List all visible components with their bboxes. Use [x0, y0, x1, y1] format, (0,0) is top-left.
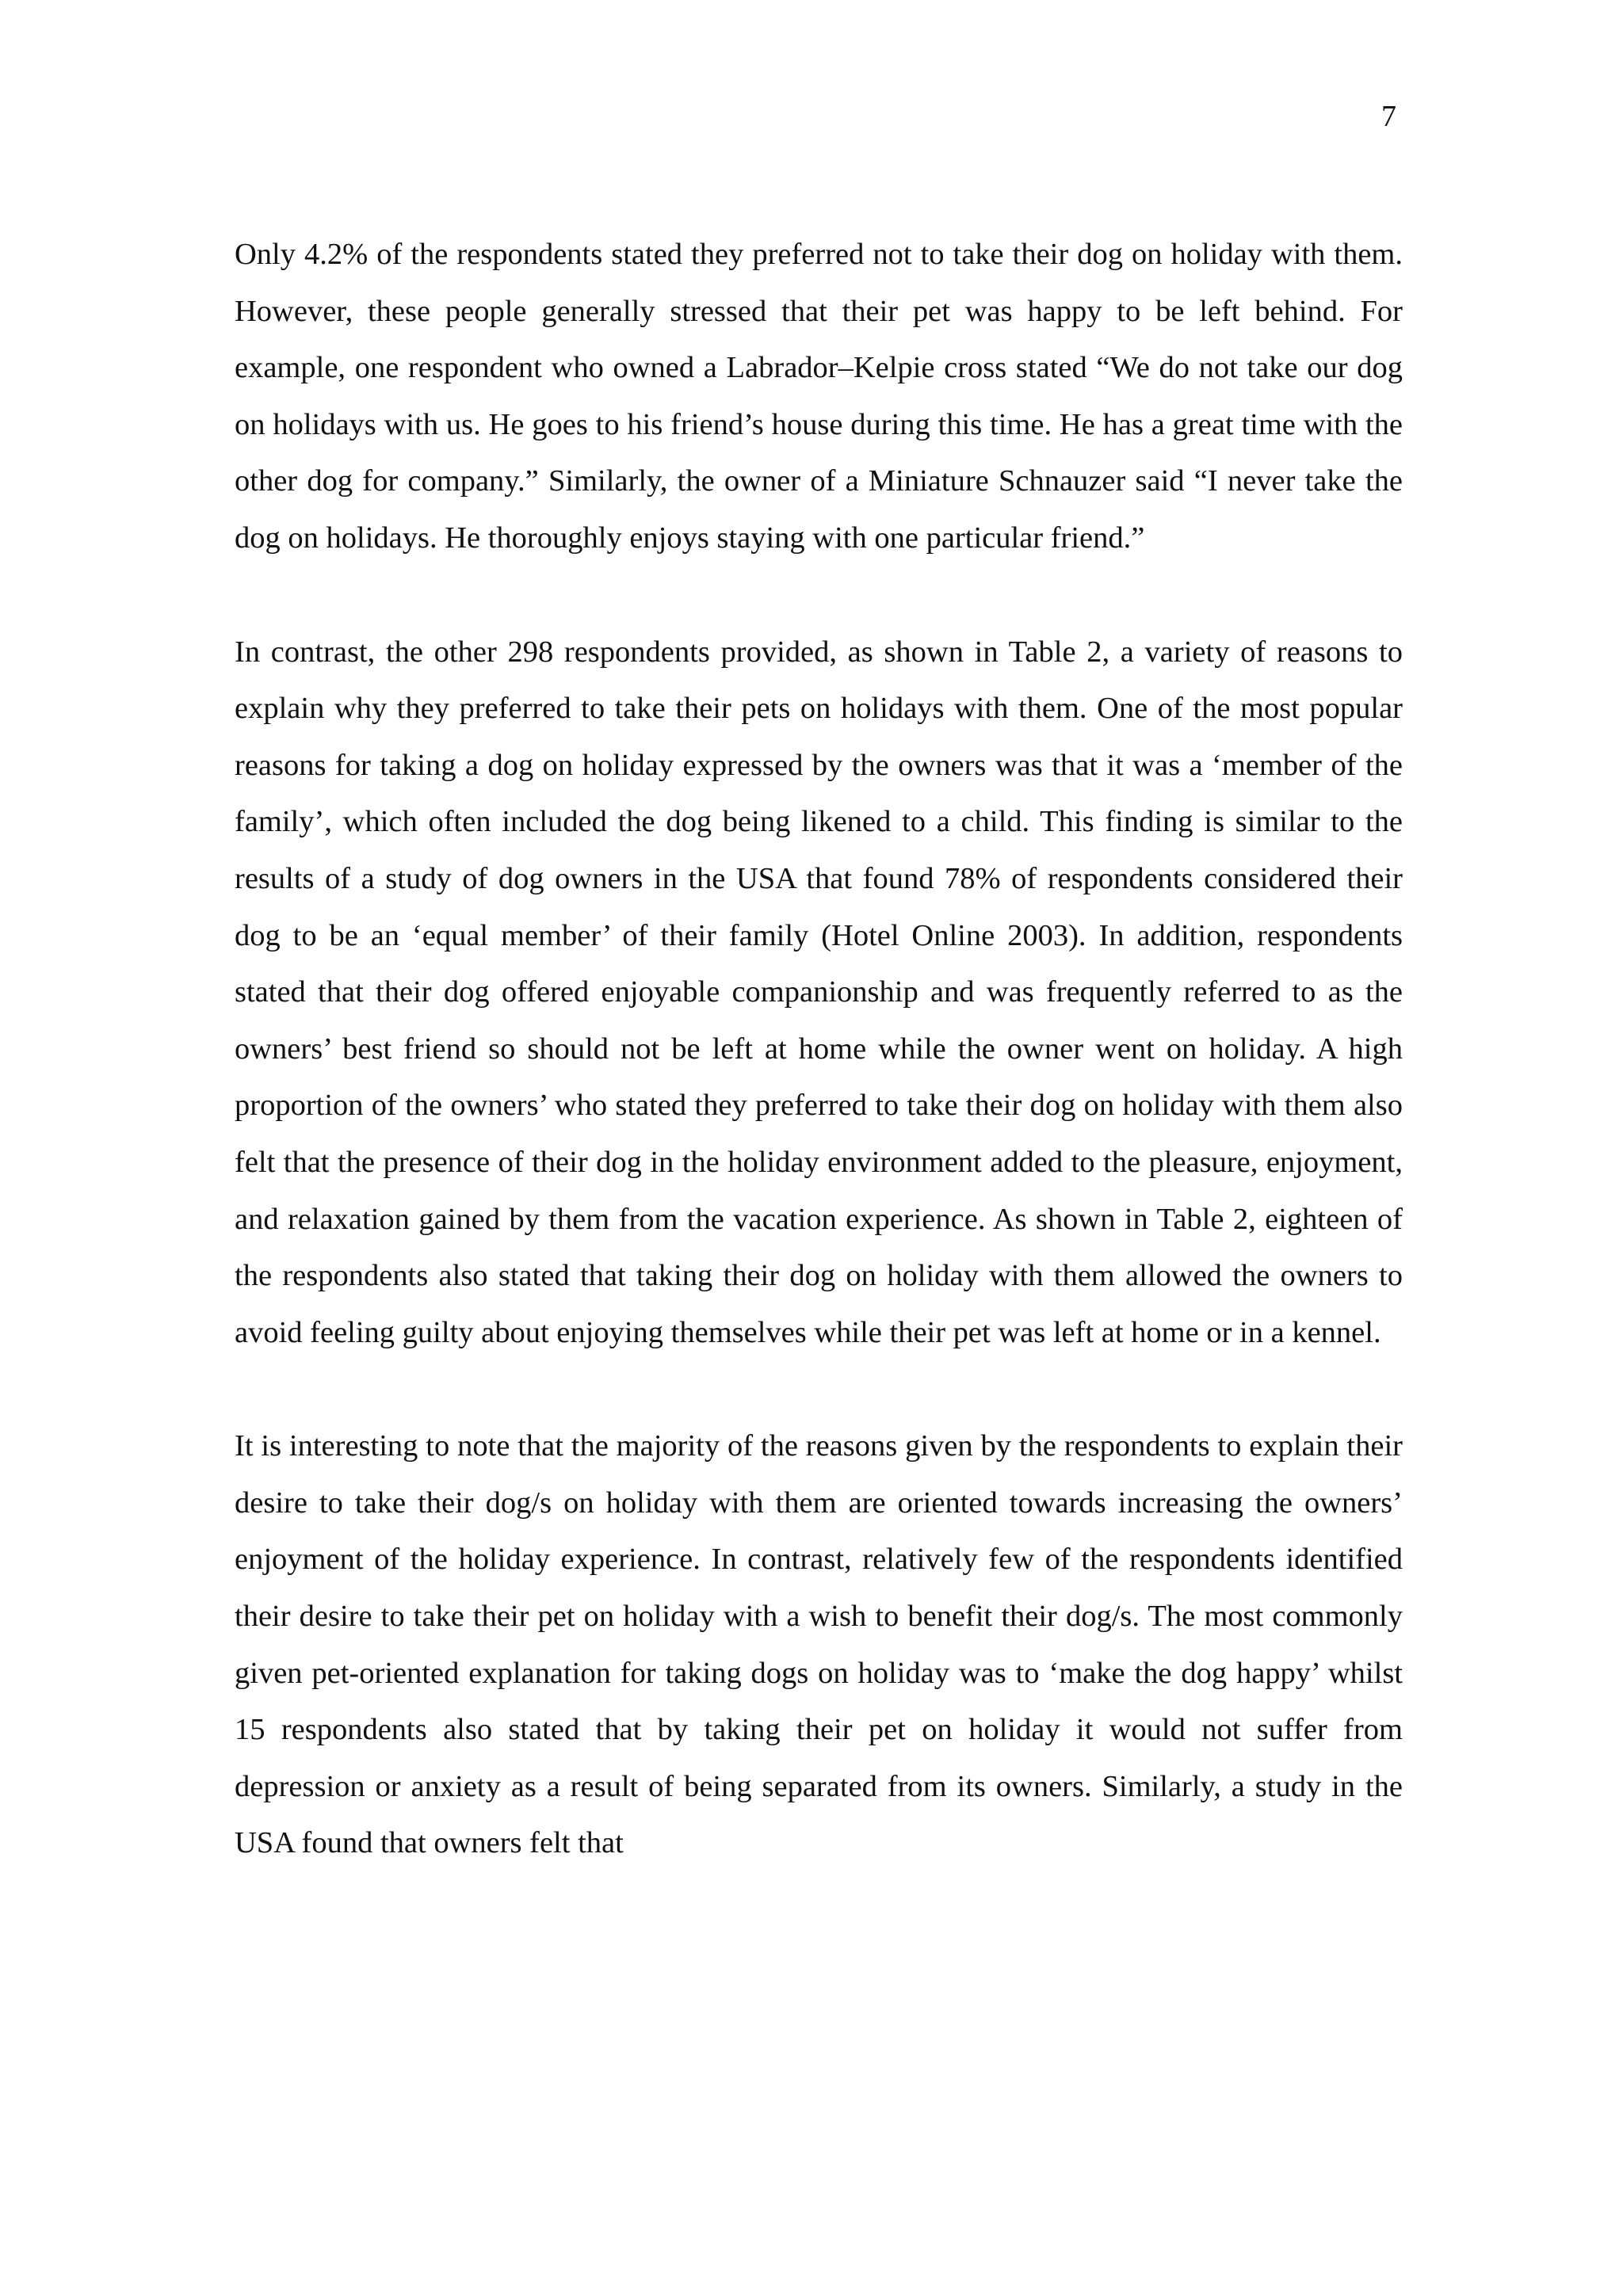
page-number: 7: [1381, 100, 1396, 133]
paragraph-reasons-for-taking-dog: In contrast, the other 298 respondents provided, as shown in Table 2, a variety of reasons to explain why they preferred to take their pets on holidays with them. One of the most popular reasons for taking a dog on holiday expressed by the owners was that it was a ‘member of the family’, which often included the dog being likened to a child. This finding is similar to the results of a study of dog owners in the USA that found 78% of respondents considered their dog to be an ‘equal member’ of their family (Hotel Online 2003). In addition, respondents stated that their dog offered enjoyable companionship and was frequently referred to as the owners’ best friend so should not be left at home while the owner went on holiday. A high proportion of the owners’ who stated they preferred to take their dog on holiday with them also felt that the presence of their dog in the holiday environment added to the pleasure, enjoyment, and relaxation gained by them from the vacation experience. As shown in Table 2, eighteen of the respondents also stated that taking their dog on holiday with them allowed the owners to avoid feeling guilty about enjoying themselves while their pet was left at home or in a kennel.: [235, 635, 1403, 1349]
paragraph-dog-left-behind: Only 4.2% of the respondents stated they preferred not to take their dog on holiday with them. However, these people generally stressed that their pet was happy to be left behind. For example, one respondent who owned a Labrador–Kelpie cross stated “We do not take our dog on holidays with us. He goes to his friend’s house during this time. He has a great time with the other dog for company.” Similarly, the owner of a Miniature Schnauzer said “I never take the dog on holidays. He thoroughly enjoys staying with one particular friend.”: [235, 238, 1403, 555]
paragraph-owner-oriented-reasons: It is interesting to note that the majority of the reasons given by the respondents to explain their desire to take their dog/s on holiday with them are oriented towards increasing the owners’ enjoyment of the holiday experience. In contrast, relatively few of the respondents identified their desire to take their pet on holiday with a wish to benefit their dog/s. The most commonly given pet-oriented explanation for taking dogs on holiday was to ‘make the dog happy’ whilst 15 respondents also stated that by taking their pet on holiday it would not suffer from depression or anxiety as a result of being separated from its owners. Similarly, a study in the USA found that owners felt that: [235, 1429, 1403, 1860]
body-text: [235, 227, 1403, 1929]
